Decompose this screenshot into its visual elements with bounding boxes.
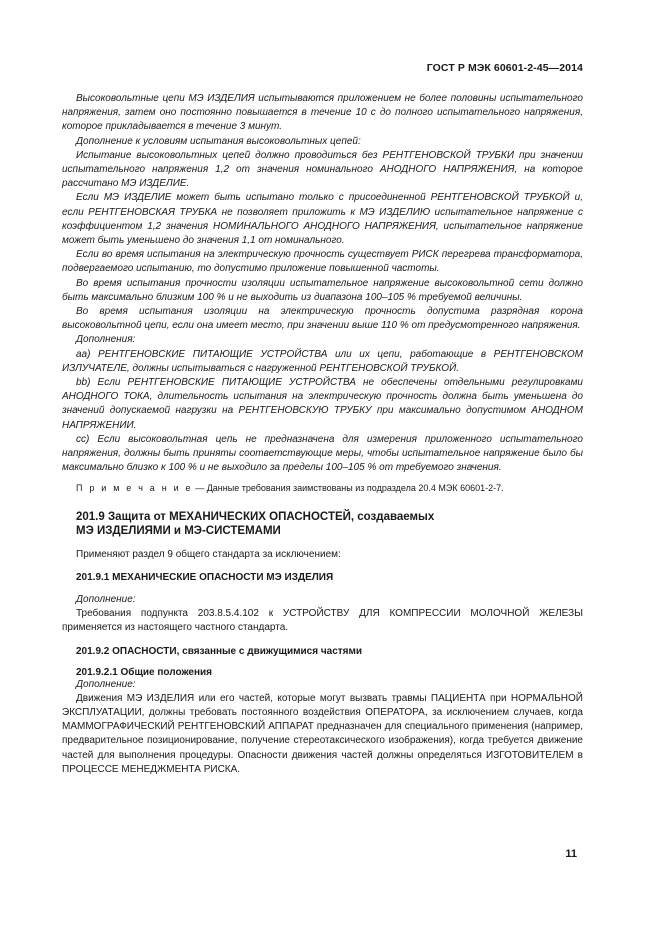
document-id-header: ГОСТ Р МЭК 60601-2-45—2014 (426, 62, 583, 74)
note-text: — Данные требования заимствованы из подраздела 20.4 МЭК 60601-2-7. (192, 483, 504, 494)
paragraph: Во время испытания изоляции на электрическую прочность допустима разрядная корона высоковольтной цепи, если она имеет место, при значении выше 110 % от предусмотренного напряжения. (62, 306, 583, 332)
list-item: аа) РЕНТГЕНОВСКИЕ ПИТАЮЩИЕ УСТРОЙСТВА или их цепи, работающие в РЕНТГЕНОВСКОМ ИЗЛУЧАТЕЛЕ, должны испытываться с нагруженной РЕНТГЕНОВСКОЙ ТРУБКОЙ. (62, 348, 583, 374)
paragraph: Высоковольтные цепи МЭ ИЗДЕЛИЯ испытываются приложением не более половины испытательного напряжения, затем оно постоянно повышается в течение 10 с до полного испытательного напряжения, которое прикладывается в течение 3 минут. (62, 93, 583, 133)
paragraph: Применяют раздел 9 общего стандарта за исключением: (76, 548, 341, 560)
paragraph: Требования подпункта 203.8.5.4.102 к УСТРОЙСТВУ ДЛЯ КОМПРЕССИИ МОЛОЧНОЙ ЖЕЛЕЗЫ применяется из настоящего частного стандарта. (62, 608, 583, 634)
list-item: bb) Если РЕНТГЕНОВСКИЕ ПИТАЮЩИЕ УСТРОЙСТВА не обеспечены отдельными регулировками АНОДНОГО ТОКА, длительность испытания на электрическую прочность должна быть уменьшена до значений допускаемой нагрузки на РЕНТГЕНОВСКУЮ ТРУБКУ при максимально допустимом АНОДНОМ НАПРЯЖЕНИИ. (62, 377, 583, 431)
paragraph: Во время испытания прочности изоляции испытательное напряжение высоковольтной сети должно быть максимально близким 100 % и не выходить из диапазона 100–105 % требуемой величины. (62, 277, 583, 303)
paragraph: Если во время испытания на электрическую прочность существует РИСК перегрева трансформатора, подвергаемого испытанию, то допустимо приложение повышенной частоты. (62, 249, 583, 275)
paragraph: Дополнение: (76, 593, 136, 605)
page-body (62, 92, 583, 777)
section-heading (76, 510, 583, 538)
subsection-heading: 201.9.2 ОПАСНОСТИ, связанные с движущимися частями (76, 645, 363, 657)
paragraph: Дополнение к условиям испытания высоковольтных цепей: (76, 135, 361, 147)
list-item: сс) Если высоковольтная цепь не предназначена для измерения приложенного испытательного напряжения, должны быть приняты соответствующие меры, чтобы испытательное напряжение было бы максимально близко к 100 % и не выходило за пределы 100–105 % от требуемого значения. (62, 433, 583, 474)
paragraph: Испытание высоковольтных цепей должно проводиться без РЕНТГЕНОВСКОЙ ТРУБКИ при значении испытательного напряжения 1,2 от значения номинального АНОДНОГО НАПРЯЖЕНИЯ, на которое рассчитано МЭ ИЗДЕЛИЕ. (62, 149, 583, 190)
section-heading-line: МЭ ИЗДЕЛИЯМИ и МЭ-СИСТЕМАМИ (76, 524, 281, 537)
note-label: П р и м е ч а н и е (76, 483, 193, 494)
section-heading-line: 201.9 Защита от МЕХАНИЧЕСКИХ ОПАСНОСТЕЙ, создаваемых (76, 510, 435, 523)
paragraph: Дополнение: (76, 678, 136, 690)
paragraph: Если МЭ ИЗДЕЛИЕ может быть испытано только с присоединенной РЕНТГЕНОВСКОЙ ТРУБКОЙ и, если РЕНТГЕНОВСКАЯ ТРУБКА не позволяет приложить к МЭ ИЗДЕЛИЮ испытательное напряжение с коэффициентом 1,2 значения НОМИНАЛЬНОГО АНОДНОГО НАПРЯЖЕНИЯ, испытательное напряжение может быть уменьшено до значения 1,1 от номинального. (62, 192, 583, 247)
subsection-heading: 201.9.2.1 Общие положения (76, 666, 213, 678)
subsection-heading: 201.9.1 МЕХАНИЧЕСКИЕ ОПАСНОСТИ МЭ ИЗДЕЛИЯ (76, 571, 334, 583)
note (62, 481, 583, 495)
page-number: 11 (565, 848, 577, 860)
paragraph: Дополнения: (76, 334, 136, 346)
paragraph: Движения МЭ ИЗДЕЛИЯ или его частей, которые могут вызвать травмы ПАЦИЕНТА при НОРМАЛЬНОЙ ЭКСПЛУАТАЦИИ, должны требовать постоянного воздействия ОПЕРАТОРА, за исключением случаев, когда МАММОГРАФИЧЕСКИЙ РЕНТГЕНОВСКИЙ АППАРАТ предназначен для специального применения (например, предварительное позиционирование, получение стереотаксического изображения), когда требуется движение частей для выполнения процедуры. Опасности движения частей должны определяться ИЗГОТОВИТЕЛЕМ в ПРОЦЕССЕ МЕНЕДЖМЕНТА РИСКА. (62, 692, 583, 775)
